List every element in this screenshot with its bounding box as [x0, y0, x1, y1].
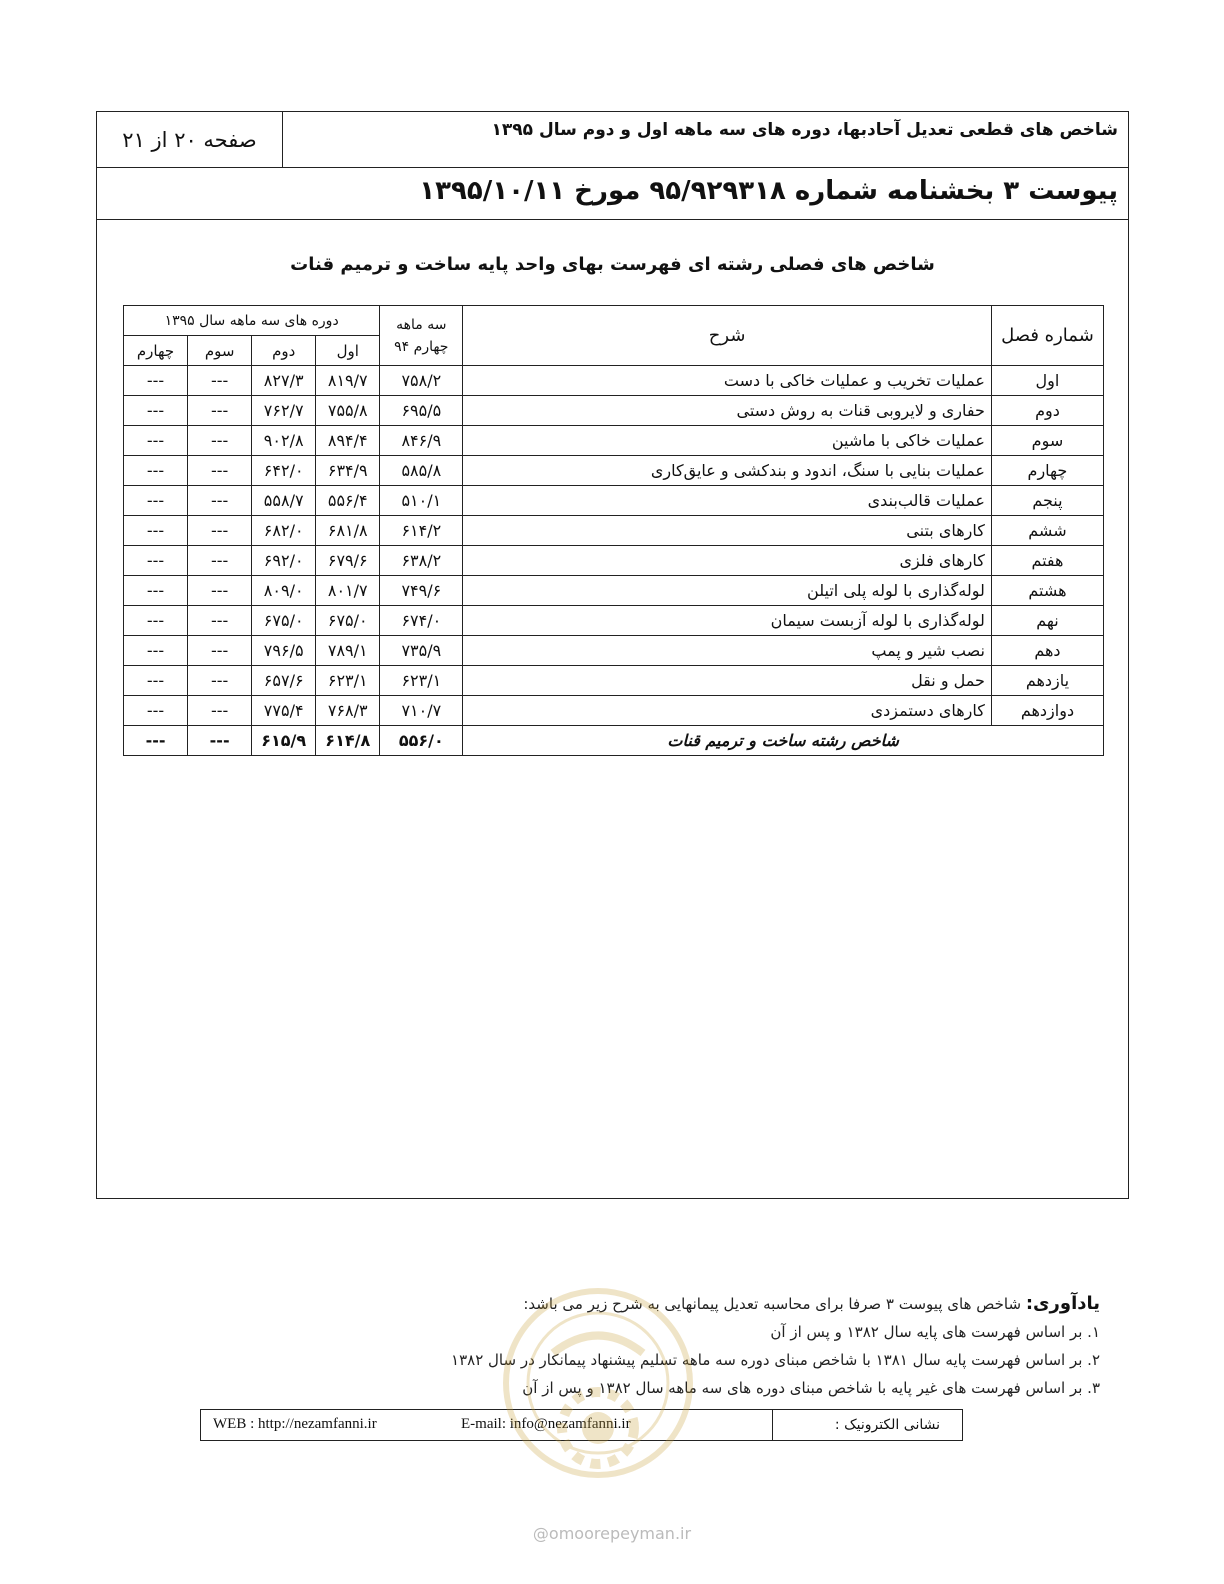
header-q4-94-line2: چهارم ۹۴ [394, 338, 449, 355]
notes-heading: یادآوری: [1025, 1293, 1100, 1314]
table-row [124, 666, 1104, 696]
cell-chapter: سوم [991, 426, 1103, 456]
cell-q4-94: ۷۵۸/۲ [380, 366, 463, 396]
cell-fourth: --- [124, 426, 188, 456]
table-row [124, 546, 1104, 576]
cell-chapter: نهم [991, 606, 1103, 636]
cell-fourth: --- [124, 606, 188, 636]
cell-description: لوله‌گذاری با لوله پلی اتیلن [463, 576, 992, 606]
circular-title: پیوست ۳ بخشنامه شماره ۹۵/۹۲۹۳۱۸ مورخ ۱۳۹۵/۱۰/۱۱ [419, 176, 1118, 206]
cell-first: ۵۵۶/۴ [316, 486, 380, 516]
cell-second: ۶۵۷/۶ [252, 666, 316, 696]
cell-third: --- [188, 426, 252, 456]
cell-first: ۸۱۹/۷ [316, 366, 380, 396]
cell-third: --- [188, 456, 252, 486]
cell-fourth: --- [124, 396, 188, 426]
cell-fourth: --- [124, 486, 188, 516]
cell-third: --- [188, 726, 252, 756]
cell-first: ۶۱۴/۸ [316, 726, 380, 756]
cell-second: ۸۰۹/۰ [252, 576, 316, 606]
cell-description: حمل و نقل [463, 666, 992, 696]
cell-q4-94: ۷۴۹/۶ [380, 576, 463, 606]
cell-third: --- [188, 396, 252, 426]
email-address[interactable]: E-mail: info@nezamfanni.ir [461, 1416, 631, 1432]
header-description: شرح [463, 306, 992, 366]
cell-first: ۶۳۴/۹ [316, 456, 380, 486]
header-third: سوم [188, 336, 252, 366]
cell-third: --- [188, 636, 252, 666]
contact-label: نشانی الکترونیک : [772, 1410, 962, 1440]
cell-q4-94: ۶۳۸/۲ [380, 546, 463, 576]
cell-second: ۵۵۸/۷ [252, 486, 316, 516]
cell-chapter: چهارم [991, 456, 1103, 486]
cell-first: ۶۷۹/۶ [316, 546, 380, 576]
cell-third: --- [188, 666, 252, 696]
document-header [97, 112, 1128, 168]
cell-fourth: --- [124, 516, 188, 546]
cell-third: --- [188, 516, 252, 546]
cell-fourth: --- [124, 726, 188, 756]
header-q4-94 [380, 306, 463, 366]
cell-second: ۹۰۲/۸ [252, 426, 316, 456]
total-row [124, 726, 1104, 756]
notes-section [380, 1290, 1100, 1402]
cell-description: عملیات تخریب و عملیات خاکی با دست [463, 366, 992, 396]
note-item: ۲. بر اساس فهرست پایه سال ۱۳۸۱ با شاخص مبنای دوره سه ماهه تسلیم پیشنهاد پیمانکار در سال ۱۳۸۲ [451, 1351, 1100, 1369]
page-number: صفحه ۲۰ از ۲۱ [97, 112, 283, 167]
note-item: ۳. بر اساس فهرست های غیر پایه با شاخص مبنای دوره های سه ماهه سال ۱۳۸۲ و پس از آن [522, 1379, 1100, 1397]
cell-fourth: --- [124, 576, 188, 606]
contact-box [200, 1409, 963, 1441]
cell-chapter: هفتم [991, 546, 1103, 576]
notes-intro-line [380, 1290, 1100, 1318]
note-item: ۱. بر اساس فهرست های پایه سال ۱۳۸۲ و پس از آن [770, 1323, 1100, 1341]
notes-intro: شاخص های پیوست ۳ صرفا برای محاسبه تعدیل پیمانهایی به شرح زیر می باشد: [523, 1295, 1022, 1313]
cell-third: --- [188, 606, 252, 636]
cell-first: ۶۸۱/۸ [316, 516, 380, 546]
cell-second: ۷۷۵/۴ [252, 696, 316, 726]
cell-first: ۷۶۸/۳ [316, 696, 380, 726]
table-row [124, 426, 1104, 456]
cell-fourth: --- [124, 636, 188, 666]
index-table [123, 305, 1104, 756]
circular-header [97, 168, 1128, 220]
cell-third: --- [188, 486, 252, 516]
cell-first: ۶۲۳/۱ [316, 666, 380, 696]
cell-second: ۶۹۲/۰ [252, 546, 316, 576]
cell-fourth: --- [124, 546, 188, 576]
table-title: شاخص های فصلی رشته ای فهرست بهای واحد پایه ساخت و ترمیم قنات [290, 254, 935, 275]
cell-q4-94: ۶۹۵/۵ [380, 396, 463, 426]
cell-first: ۷۸۹/۱ [316, 636, 380, 666]
cell-q4-94: ۷۱۰/۷ [380, 696, 463, 726]
cell-first: ۸۰۱/۷ [316, 576, 380, 606]
cell-first: ۷۵۵/۸ [316, 396, 380, 426]
cell-description: شاخص رشته ساخت و ترمیم قنات [463, 726, 1104, 756]
header-second: دوم [252, 336, 316, 366]
cell-description: عملیات خاکی با ماشین [463, 426, 992, 456]
table-row [124, 576, 1104, 606]
cell-second: ۶۸۲/۰ [252, 516, 316, 546]
cell-description: کارهای بتنی [463, 516, 992, 546]
watermark-site: @omoorepeyman.ir [532, 1524, 692, 1543]
cell-q4-94: ۸۴۶/۹ [380, 426, 463, 456]
cell-fourth: --- [124, 456, 188, 486]
cell-q4-94: ۵۵۶/۰ [380, 726, 463, 756]
table-row [124, 696, 1104, 726]
cell-q4-94: ۶۲۳/۱ [380, 666, 463, 696]
cell-third: --- [188, 546, 252, 576]
table-row [124, 606, 1104, 636]
table-row [124, 456, 1104, 486]
cell-chapter: دهم [991, 636, 1103, 666]
table-row [124, 366, 1104, 396]
cell-chapter: دوم [991, 396, 1103, 426]
cell-chapter: اول [991, 366, 1103, 396]
cell-q4-94: ۶۷۴/۰ [380, 606, 463, 636]
cell-first: ۸۹۴/۴ [316, 426, 380, 456]
cell-description: عملیات قالب‌بندی [463, 486, 992, 516]
cell-description: کارهای دستمزدی [463, 696, 992, 726]
table-row [124, 396, 1104, 426]
cell-q4-94: ۵۸۵/۸ [380, 456, 463, 486]
cell-description: نصب شیر و پمپ [463, 636, 992, 666]
cell-second: ۶۱۵/۹ [252, 726, 316, 756]
header-fourth: چهارم [124, 336, 188, 366]
table-row [124, 516, 1104, 546]
cell-q4-94: ۵۱۰/۱ [380, 486, 463, 516]
cell-second: ۶۷۵/۰ [252, 606, 316, 636]
page-frame [96, 111, 1129, 1199]
cell-third: --- [188, 576, 252, 606]
table-body [124, 366, 1104, 756]
table-row [124, 486, 1104, 516]
cell-chapter: پنجم [991, 486, 1103, 516]
cell-fourth: --- [124, 666, 188, 696]
cell-description: عملیات بنایی با سنگ، اندود و بندکشی و عایق‌کاری [463, 456, 992, 486]
cell-chapter: هشتم [991, 576, 1103, 606]
header-q4-94-line1: سه ماهه [396, 316, 447, 333]
cell-third: --- [188, 366, 252, 396]
cell-first: ۶۷۵/۰ [316, 606, 380, 636]
cell-q4-94: ۷۳۵/۹ [380, 636, 463, 666]
header-first: اول [316, 336, 380, 366]
cell-second: ۶۴۲/۰ [252, 456, 316, 486]
document-title: شاخص های قطعی تعدیل آحادبها، دوره های سه ماهه اول و دوم سال ۱۳۹۵ [491, 120, 1118, 140]
cell-chapter: یازدهم [991, 666, 1103, 696]
header-periods-group: دوره های سه ماهه سال ۱۳۹۵ [124, 306, 380, 336]
cell-chapter: ششم [991, 516, 1103, 546]
cell-description: لوله‌گذاری با لوله آزبست سیمان [463, 606, 992, 636]
cell-description: حفاری و لایروبی قنات به روش دستی [463, 396, 992, 426]
cell-third: --- [188, 696, 252, 726]
table-row [124, 636, 1104, 666]
cell-chapter: دوازدهم [991, 696, 1103, 726]
cell-fourth: --- [124, 696, 188, 726]
cell-second: ۸۲۷/۳ [252, 366, 316, 396]
cell-q4-94: ۶۱۴/۲ [380, 516, 463, 546]
cell-second: ۷۶۲/۷ [252, 396, 316, 426]
cell-second: ۷۹۶/۵ [252, 636, 316, 666]
header-chapter: شماره فصل [991, 306, 1103, 366]
cell-description: کارهای فلزی [463, 546, 992, 576]
website-link[interactable]: WEB : http://nezamfanni.ir [213, 1416, 377, 1432]
cell-fourth: --- [124, 366, 188, 396]
